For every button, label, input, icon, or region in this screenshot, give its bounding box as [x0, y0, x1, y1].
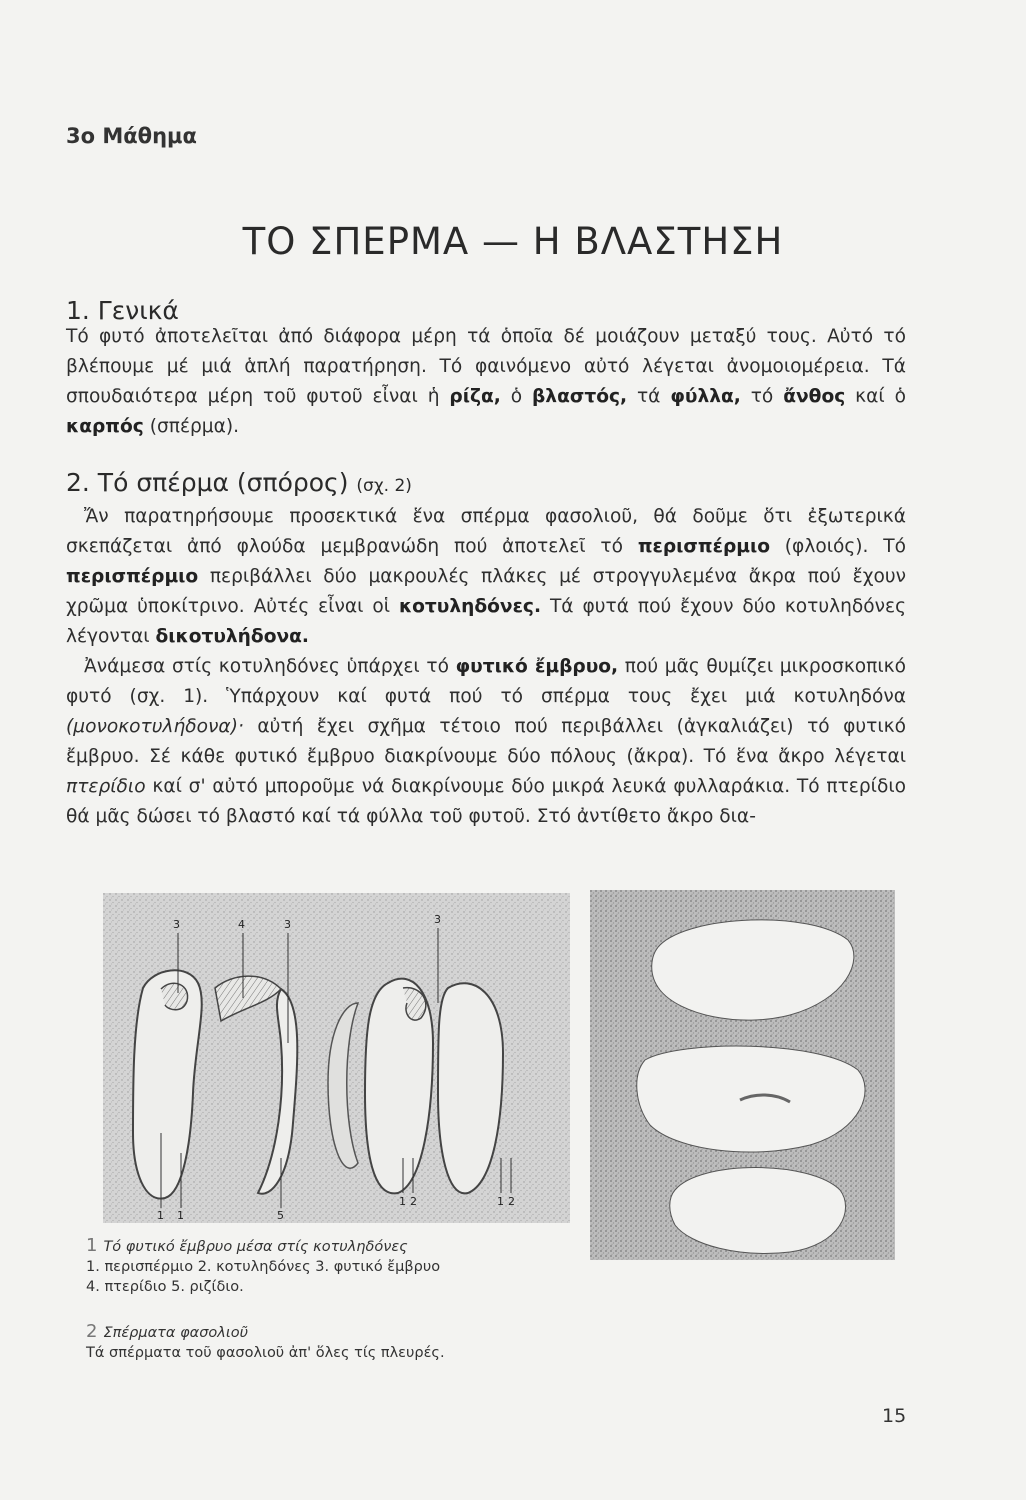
figure-bean-embryo	[103, 893, 570, 1223]
fig1-label-bottom-2: 1	[177, 1209, 184, 1222]
caption-figure-1	[86, 1236, 440, 1297]
fig1-label-top-1: 3	[173, 918, 180, 931]
caption-2-title: 2 Σπέρματα φασολιοῦ	[86, 1321, 248, 1342]
section2-paragraph-2: Ἀνάμεσα στίς κοτυληδόνες ὑπάρχει τό φυτικό ἔμβρυο, πού μᾶς θυμίζει μικροσκοπικό φυτό (σχ. 1). Ὑπάρχουν καί φυτά πού τό σπέρμα τους ἔχει μιά κοτυληδόνα (μονοκοτυλήδονα)· αὐτή ἔχει σχῆμα τέτοιο πού περιβάλλει (ἀγκαλιάζει) τό φυτικό ἔμβρυο. Σέ κάθε φυτικό ἔμβρυο διακρίνουμε δύο πόλους (ἄκρα). Τό ἕνα ἄκρο λέγεται πτερίδιο καί σ' αὐτό μποροῦμε νά διακρίνουμε δύο μικρά λευκά φυλλαράκια. Τό πτερίδιο θά μᾶς δώσει τό βλαστό καί τά φύλλα τοῦ φυτοῦ. Στό ἀντίθετο ἄκρο δια-	[66, 656, 906, 827]
lesson-label: 3ο Μάθημα	[66, 124, 197, 148]
bean-seed-middle	[637, 1046, 865, 1152]
fig1-label-bottom-3: 5	[277, 1209, 284, 1222]
caption-1-line-1: 1. περισπέρμιο 2. κοτυληδόνες 3. φυτικό ἔμβρυο	[86, 1259, 441, 1275]
section2-heading: 2. Τό σπέρμα (σπόρος) (σχ. 2)	[66, 468, 412, 497]
caption-1-line-2: 4. πτερίδιο 5. ριζίδιο.	[86, 1279, 244, 1295]
fig1-label-bottom-5: 2	[410, 1195, 417, 1208]
fig1-label-top-4: 3	[434, 913, 441, 926]
figure-bean-seeds	[590, 890, 895, 1260]
bean-seed-bottom	[670, 1168, 846, 1254]
fig1-label-bottom-1: 1	[157, 1209, 164, 1222]
fig1-label-bottom-4: 1	[399, 1195, 406, 1208]
embryo-left	[161, 983, 188, 1010]
fig1-label-bottom-6: 1	[497, 1195, 504, 1208]
bean-seeds-illustration	[590, 890, 895, 1260]
caption-figure-2	[86, 1322, 445, 1363]
section1-heading: 1. Γενικά	[66, 296, 179, 325]
caption-1-title: 1 Τό φυτικό ἔμβρυο μέσα στίς κοτυληδόνες	[86, 1235, 408, 1256]
page-number: 15	[882, 1405, 907, 1427]
fig1-label-bottom-7: 2	[508, 1195, 515, 1208]
section1-paragraph: Τό φυτό ἀποτελεῖται ἀπό διάφορα μέρη τά ὁποῖα δέ μοιάζουν μεταξύ τους. Αὐτό τό βλέπουμε μέ μιά ἁπλή παρατήρηση. Τό φαινόμενο αὐτό λέγεται ἀνομοιομέρεια. Τά σπουδαιότερα μέρη τοῦ φυτοῦ εἶναι ἡ ρίζα, ὁ βλαστός, τά φύλλα, τό ἄνθος καί ὁ καρπός (σπέρμα).	[66, 326, 906, 437]
bean-embryo-illustration	[103, 893, 570, 1223]
fig1-label-top-3: 3	[284, 918, 291, 931]
section2-paragraph-1: Ἄν παρατηρήσουμε προσεκτικά ἕνα σπέρμα φασολιοῦ, θά δοῦμε ὅτι ἐξωτερικά σκεπάζεται ἀπό φλούδα μεμβρανώδη πού ἀποτελεῖ τό περισπέρμιο (φλοιός). Τό περισπέρμιο περιβάλλει δύο μακρουλές πλάκες μέ στρογγυλεμένα ἄκρα πού ἔχουν χρῶμα ὑποκίτρινο. Αὐτές εἶναι οἱ κοτυληδόνες. Τά φυτά πού ἔχουν δύο κοτυληδόνες λέγονται δικοτυλήδονα.	[66, 506, 906, 647]
fig1-label-top-2: 4	[238, 918, 245, 931]
page-title: ΤΟ ΣΠΕΡΜΑ — Η ΒΛΑΣΤΗΣΗ	[242, 220, 784, 263]
caption-2-line-1: Τά σπέρματα τοῦ φασολιοῦ ἀπ' ὅλες τίς πλευρές.	[86, 1345, 445, 1361]
